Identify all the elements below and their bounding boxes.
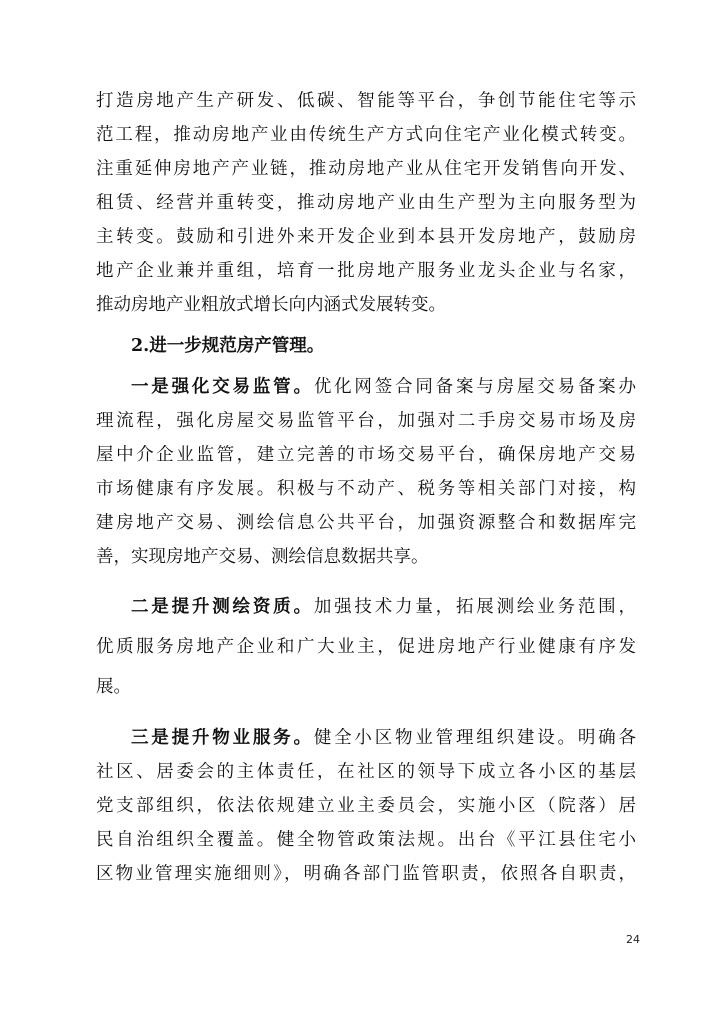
paragraph-line: 打造房地产生产研发、低碳、智能等平台，争创节能住宅等示 <box>96 91 636 111</box>
paragraph-line: 建房地产交易、测绘信息公共平台，加强资源整合和数据库完 <box>96 513 636 533</box>
paragraph-line: 租赁、经营并重转变，推动房地产业由生产型为主向服务型为 <box>96 193 636 213</box>
paragraph-line: 党支部组织，依法依规建立业主委员会，实施小区（院落）居 <box>96 796 636 816</box>
paragraph-line: 注重延伸房地产产业链，推动房地产业从住宅开发销售向开发、 <box>96 159 636 179</box>
paragraph-first-line <box>131 372 636 402</box>
paragraph-line: 民自治组织全覆盖。健全物管政策法规。出台《平江县住宅小 <box>96 830 636 850</box>
paragraph-first-line <box>131 592 636 622</box>
page-number: 24 <box>626 933 640 946</box>
paragraph-line: 主转变。鼓励和引进外来开发企业到本县开发房地产，鼓励房 <box>96 227 636 247</box>
paragraph-text: 加强技术力量，拓展测绘业务范围， <box>313 597 636 617</box>
paragraph-text: 健全小区物业管理组织建设。明确各 <box>313 728 636 748</box>
paragraph-line: 区物业管理实施细则》，明确各部门监管职责，依照各自职责， <box>96 864 636 884</box>
paragraph-line: 屋中介企业监管，建立完善的市场交易平台，确保房地产交易 <box>96 445 636 465</box>
paragraph-line: 展。 <box>96 677 131 697</box>
paragraph-line: 市场健康有序发展。积极与不动产、税务等相关部门对接，构 <box>96 479 636 499</box>
paragraph-line: 地产企业兼并重组，培育一批房地产服务业龙头企业与名家， <box>96 261 636 281</box>
paragraph-line: 社区、居委会的主体责任，在社区的领导下成立各小区的基层 <box>96 762 636 782</box>
paragraph-line: 善，实现房地产交易、测绘信息数据共享。 <box>96 547 429 567</box>
paragraph-lead: 一是强化交易监管。 <box>131 377 314 397</box>
paragraph-line: 优质服务房地产企业和广大业主，促进房地产行业健康有序发 <box>96 637 636 657</box>
paragraph-line: 范工程，推动房地产业由传统生产方式向住宅产业化模式转变。 <box>96 125 636 145</box>
paragraph-line: 理流程，强化房屋交易监管平台，加强对二手房交易市场及房 <box>96 411 636 431</box>
paragraph-first-line <box>131 723 636 753</box>
paragraph-lead: 三是提升物业服务。 <box>131 728 314 748</box>
section-heading: 2.进一步规范房产管理。 <box>131 336 325 356</box>
paragraph-line: 推动房地产业粗放式增长向内涵式发展转变。 <box>96 295 446 315</box>
paragraph-lead: 二是提升测绘资质。 <box>131 597 314 617</box>
paragraph-text: 优化网签合同备案与房屋交易备案办 <box>313 377 636 397</box>
